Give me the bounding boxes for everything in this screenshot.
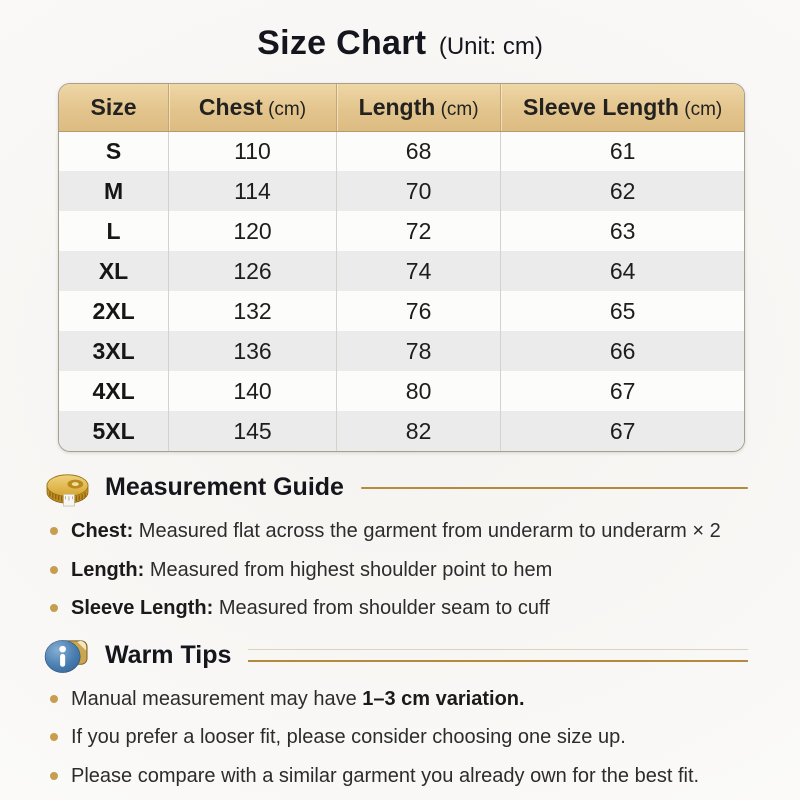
bullet-dot-icon [50,772,58,780]
value-cell: 67 [501,371,744,411]
size-cell: S [105,137,122,164]
value-cell: 110 [169,131,337,171]
page-title [0,0,800,63]
gold-divider-line [361,487,748,489]
table-row [59,171,744,211]
bullet-dot-icon [50,733,58,741]
table-row [59,291,744,331]
table-header-row [59,84,744,131]
measurement-guide-title: Measurement Guide [105,473,344,501]
value-cell: 145 [169,411,337,451]
list-item [50,596,748,621]
warm-tips-list [44,687,748,789]
gold-divider-line [248,660,748,662]
column-header: Chest (cm) [169,84,337,131]
list-item [50,725,748,750]
value-cell: 140 [169,371,337,411]
bullet-dot-icon [50,604,58,612]
value-cell: 62 [501,171,744,211]
list-item-text: Please compare with a similar garment you already own for the best fit. [71,764,700,787]
table-row [59,371,744,411]
light-divider-line [248,649,748,650]
size-cell: L [106,217,121,244]
column-header: Length (cm) [336,84,500,131]
size-cell: 2XL [92,297,135,324]
value-cell: 70 [336,171,500,211]
table-row [59,251,744,291]
double-divider-lines [248,649,748,662]
list-item-text: Length: Measured from highest shoulder point to hem [71,558,553,581]
page-title-main: Size Chart [257,24,427,62]
table-row [59,131,744,171]
warm-tips-header [44,635,748,676]
page-title-unit: (Unit: cm) [438,33,543,60]
column-header: Size [59,84,169,131]
list-item-text: Chest: Measured flat across the garment from underarm to underarm × 2 [71,520,721,542]
value-cell: 120 [169,211,337,251]
list-item [50,687,748,712]
column-header: Sleeve Length (cm) [501,84,744,131]
value-cell: 61 [501,131,744,171]
bullet-dot-icon [50,695,58,703]
list-item [50,764,748,789]
value-cell: 80 [336,371,500,411]
bullet-dot-icon [50,566,58,574]
value-cell: 126 [169,251,337,291]
value-cell: 72 [336,211,500,251]
value-cell: 63 [501,211,744,251]
table-row [59,331,744,371]
list-item-text: If you prefer a looser fit, please consider choosing one size up. [71,726,626,749]
value-cell: 74 [336,251,500,291]
warm-tips-section [44,635,748,789]
size-table-grid [59,84,744,451]
list-item-text: Manual measurement may have 1–3 cm variation. [71,687,525,710]
size-cell: M [103,177,124,204]
value-cell: 76 [336,291,500,331]
value-cell: 64 [501,251,744,291]
value-cell: 132 [169,291,337,331]
info-icon [44,635,91,676]
table-body [59,131,744,451]
value-cell: 114 [169,171,337,211]
measurement-guide-section [44,467,748,621]
list-item-text: Sleeve Length: Measured from shoulder seam to cuff [71,597,550,620]
size-cell: 3XL [92,337,135,364]
measurement-guide-list [44,519,748,621]
value-cell: 136 [169,331,337,371]
value-cell: 65 [501,291,744,331]
value-cell: 66 [501,331,744,371]
table-row [59,211,744,251]
list-item [50,558,748,583]
value-cell: 82 [336,411,500,451]
warm-tips-title: Warm Tips [105,640,232,669]
size-table [58,83,745,452]
measurement-guide-header [44,467,748,508]
size-cell: XL [98,257,129,284]
size-cell: 4XL [92,377,135,404]
value-cell: 67 [501,411,744,451]
bullet-dot-icon [50,527,58,535]
size-cell: 5XL [92,417,135,444]
value-cell: 68 [336,131,500,171]
measuring-tape-icon [44,467,91,508]
value-cell: 78 [336,331,500,371]
table-row [59,411,744,451]
list-item [50,519,748,544]
